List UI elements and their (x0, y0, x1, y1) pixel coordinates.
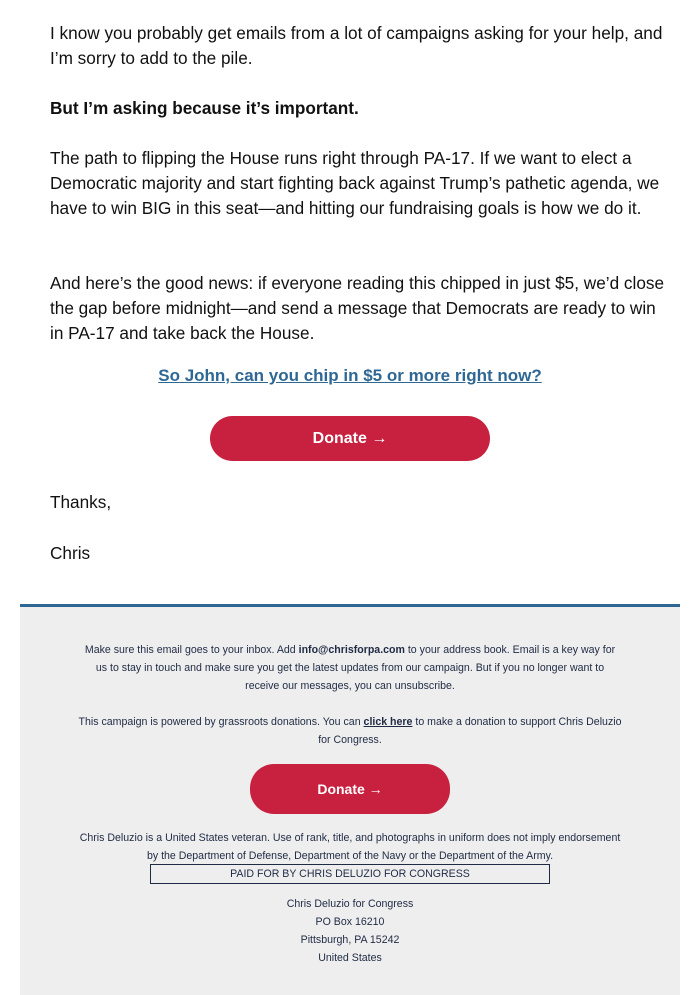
address-line: United States (318, 952, 382, 964)
bold-paragraph: But I’m asking because it’s important. (50, 98, 359, 118)
ask-link-container (0, 363, 700, 388)
inbox-text-pre: Make sure this email goes to your inbox. Add (84, 644, 299, 656)
good-news-paragraph: And here’s the good news: if everyone reading this chipped in just $5, we’d close the gap before midnight—and send a message that Democrats are ready to win in PA-17 and take back the House. (50, 273, 665, 343)
email-footer (20, 604, 680, 995)
grassroots-text-post: to make a donation to support Chris Deluzio for Congress. (318, 716, 622, 746)
veteran-disclaimer: Chris Deluzio is a United States veteran. Use of rank, title, and photographs in uniform does not imply endorsement by the Department of Defense, Department of the Navy or the Department of the Army. (79, 832, 621, 862)
mailing-address (20, 895, 680, 967)
grassroots-text-pre: This campaign is powered by grassroots donations. You can (78, 716, 364, 728)
chip-in-link[interactable]: So John, can you chip in $5 or more right now? (158, 366, 542, 385)
intro-paragraph: I know you probably get emails from a lot of campaigns asking for your help, and I’m sorry to add to the pile. (50, 23, 663, 68)
grassroots-notice (78, 713, 622, 749)
signature: Chris (50, 543, 91, 563)
paid-for-box: PAID FOR BY CHRIS DELUZIO FOR CONGRESS (150, 864, 550, 884)
thanks-text: Thanks, (50, 492, 112, 512)
click-here-link[interactable]: click here (363, 716, 413, 728)
inbox-text-post: to your address book. Email is a key way for us to stay in touch and make sure you get the latest updates from our campaign. But if you no longer want to receive our messages, you can unsubscribe. (95, 644, 616, 692)
address-line: Pittsburgh, PA 15242 (300, 934, 400, 946)
address-line: PO Box 16210 (315, 916, 385, 928)
donate-button[interactable]: Donate → (210, 416, 490, 461)
inbox-notice (78, 641, 622, 695)
address-line: Chris Deluzio for Congress (286, 898, 414, 910)
pa17-paragraph: The path to flipping the House runs right through PA-17. If we want to elect a Democratic majority and start fighting back against Trump’s pathetic agenda, we have to win BIG in this seat—and hitting our fundraising goals is how we do it. (50, 148, 660, 218)
footer-donate-button[interactable]: Donate → (250, 764, 450, 814)
inbox-email: info@chrisforpa.com (298, 644, 405, 656)
